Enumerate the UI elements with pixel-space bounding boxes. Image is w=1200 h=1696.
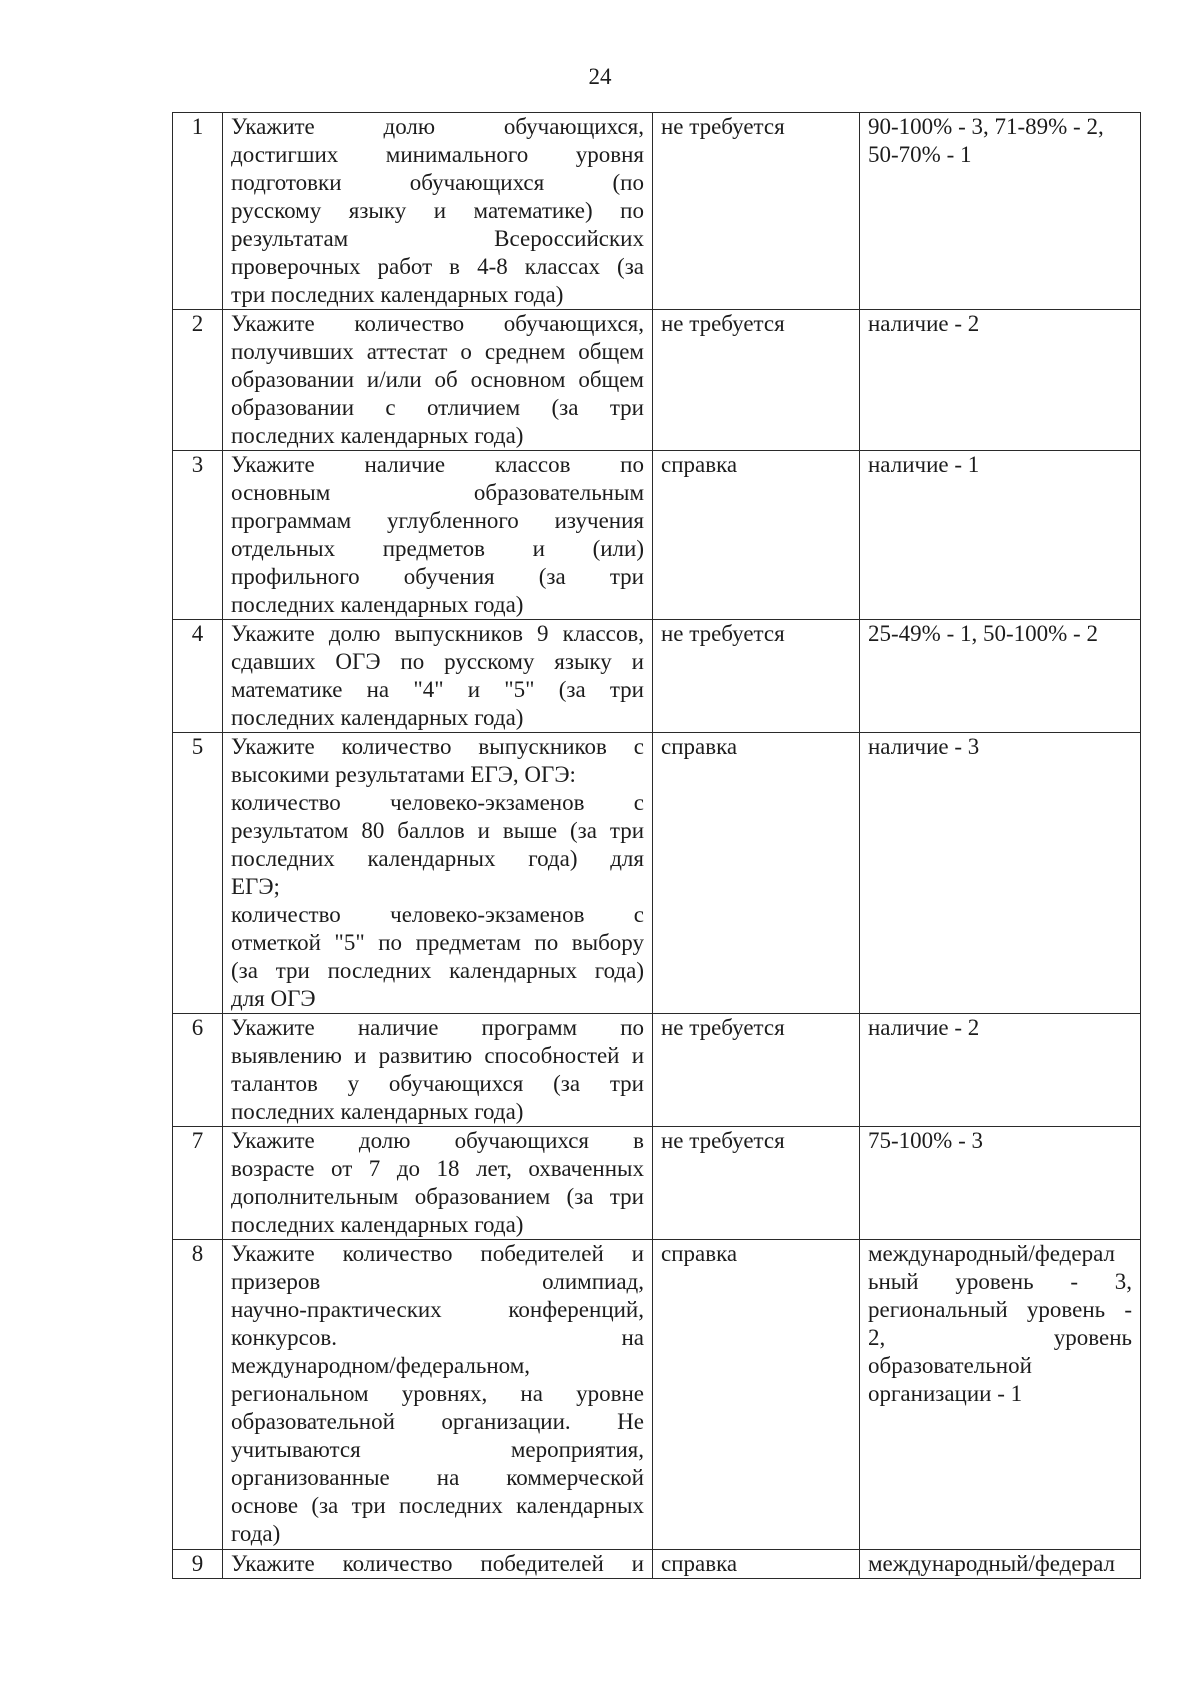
criteria-table xyxy=(172,112,1141,1579)
required-document: справка xyxy=(653,733,860,1014)
table-row xyxy=(173,1014,1141,1127)
description-line: три последних календарных года) xyxy=(231,282,564,307)
description-line: высокими результатами ЕГЭ, ОГЭ: xyxy=(231,762,576,787)
required-document: справка xyxy=(653,1240,860,1550)
description-line: Укажите количество обучающихся, xyxy=(231,311,644,336)
table-row xyxy=(173,620,1141,733)
score-line: 75-100% - 3 xyxy=(868,1128,983,1153)
description-line: последних календарных года) для xyxy=(231,846,644,871)
description-line: количество человеко-экзаменов с xyxy=(231,790,644,815)
description-line: подготовки обучающихся (по xyxy=(231,170,644,195)
table-row xyxy=(173,113,1141,310)
description-line: года) xyxy=(231,1521,281,1546)
description-line: Укажите наличие классов по xyxy=(231,452,644,477)
criterion-description xyxy=(223,620,653,733)
criterion-description xyxy=(223,1240,653,1550)
description-line: региональном уровнях, на уровне xyxy=(231,1381,644,1406)
required-document: не требуется xyxy=(653,1014,860,1127)
score-criteria xyxy=(860,620,1141,733)
page-number: 24 xyxy=(588,64,612,89)
description-line: (за три последних календарных года) xyxy=(231,958,644,983)
description-line: международном/федеральном, xyxy=(231,1353,530,1378)
score-line: 25-49% - 1, 50-100% - 2 xyxy=(868,621,1098,646)
description-line: образовании с отличием (за три xyxy=(231,395,644,420)
score-line: ьный уровень - 3, xyxy=(868,1269,1132,1294)
table-row xyxy=(173,1127,1141,1240)
description-line: учитываются мероприятия, xyxy=(231,1437,644,1462)
score-criteria xyxy=(860,1127,1141,1240)
score-criteria xyxy=(860,1550,1141,1579)
score-line: образовательной xyxy=(868,1353,1032,1378)
description-line: Укажите наличие программ по xyxy=(231,1015,644,1040)
score-line: 90-100% - 3, 71-89% - 2, xyxy=(868,114,1104,139)
description-line: Укажите долю обучающихся в xyxy=(231,1128,644,1153)
description-line: Укажите количество выпускников с xyxy=(231,734,644,759)
criterion-description xyxy=(223,1550,653,1579)
score-criteria xyxy=(860,310,1141,451)
score-line: наличие - 2 xyxy=(868,311,980,336)
description-line: организованные на коммерческой xyxy=(231,1465,644,1490)
description-line: отметкой "5" по предметам по выбору xyxy=(231,930,644,955)
description-line: выявлению и развитию способностей и xyxy=(231,1043,644,1068)
description-line: отдельных предметов и (или) xyxy=(231,536,644,561)
description-line: количество человеко-экзаменов с xyxy=(231,902,644,927)
description-line: призеров олимпиад, xyxy=(231,1269,644,1294)
row-number: 8 xyxy=(173,1240,223,1550)
score-line: наличие - 3 xyxy=(868,734,980,759)
description-line: дополнительным образованием (за три xyxy=(231,1184,644,1209)
row-number: 4 xyxy=(173,620,223,733)
criterion-description xyxy=(223,451,653,620)
description-line: возрасте от 7 до 18 лет, охваченных xyxy=(231,1156,644,1181)
score-criteria xyxy=(860,1240,1141,1550)
description-line: ЕГЭ; xyxy=(231,874,280,899)
description-line: для ОГЭ xyxy=(231,986,316,1011)
row-number: 5 xyxy=(173,733,223,1014)
required-document: справка xyxy=(653,1550,860,1579)
row-number: 1 xyxy=(173,113,223,310)
score-criteria xyxy=(860,113,1141,310)
score-line: 2, уровень xyxy=(868,1325,1132,1350)
table-row xyxy=(173,310,1141,451)
score-criteria xyxy=(860,451,1141,620)
row-number: 9 xyxy=(173,1550,223,1579)
score-line: региональный уровень - xyxy=(868,1297,1132,1322)
score-line: международный/федерал xyxy=(868,1551,1115,1576)
score-line: международный/федерал xyxy=(868,1241,1115,1266)
criterion-description xyxy=(223,1127,653,1240)
description-line: профильного обучения (за три xyxy=(231,564,644,589)
score-line: 50-70% - 1 xyxy=(868,142,972,167)
description-line: основе (за три последних календарных xyxy=(231,1493,644,1518)
description-line: математике на "4" и "5" (за три xyxy=(231,677,644,702)
required-document: не требуется xyxy=(653,113,860,310)
required-document: не требуется xyxy=(653,310,860,451)
table-row xyxy=(173,1550,1141,1579)
description-line: Укажите количество победителей и xyxy=(231,1551,644,1576)
description-line: последних календарных года) xyxy=(231,592,524,617)
criterion-description xyxy=(223,733,653,1014)
description-line: образовательной организации. Не xyxy=(231,1409,644,1434)
description-line: талантов у обучающихся (за три xyxy=(231,1071,644,1096)
description-line: достигших минимального уровня xyxy=(231,142,644,167)
description-line: последних календарных года) xyxy=(231,1099,524,1124)
score-line: организации - 1 xyxy=(868,1381,1023,1406)
description-line: последних календарных года) xyxy=(231,423,524,448)
row-number: 3 xyxy=(173,451,223,620)
row-number: 7 xyxy=(173,1127,223,1240)
description-line: конкурсов. на xyxy=(231,1325,644,1350)
table-row xyxy=(173,733,1141,1014)
description-line: результатом 80 баллов и выше (за три xyxy=(231,818,644,843)
criterion-description xyxy=(223,113,653,310)
description-line: последних календарных года) xyxy=(231,1212,524,1237)
score-line: наличие - 2 xyxy=(868,1015,980,1040)
description-line: проверочных работ в 4-8 классах (за xyxy=(231,254,644,279)
required-document: не требуется xyxy=(653,620,860,733)
table-row xyxy=(173,1240,1141,1550)
description-line: образовании и/или об основном общем xyxy=(231,367,644,392)
table-row xyxy=(173,451,1141,620)
description-line: Укажите долю выпускников 9 классов, xyxy=(231,621,644,646)
description-line: результатам Всероссийских xyxy=(231,226,644,251)
description-line: получивших аттестат о среднем общем xyxy=(231,339,644,364)
description-line: программам углубленного изучения xyxy=(231,508,644,533)
description-line: основным образовательным xyxy=(231,480,644,505)
required-document: справка xyxy=(653,451,860,620)
score-criteria xyxy=(860,733,1141,1014)
criterion-description xyxy=(223,1014,653,1127)
description-line: научно-практических конференций, xyxy=(231,1297,644,1322)
row-number: 2 xyxy=(173,310,223,451)
score-line: наличие - 1 xyxy=(868,452,980,477)
score-criteria xyxy=(860,1014,1141,1127)
description-line: последних календарных года) xyxy=(231,705,524,730)
required-document: не требуется xyxy=(653,1127,860,1240)
description-line: русскому языку и математике) по xyxy=(231,198,644,223)
description-line: Укажите количество победителей и xyxy=(231,1241,644,1266)
criterion-description xyxy=(223,310,653,451)
description-line: сдавших ОГЭ по русскому языку и xyxy=(231,649,644,674)
description-line: Укажите долю обучающихся, xyxy=(231,114,644,139)
row-number: 6 xyxy=(173,1014,223,1127)
